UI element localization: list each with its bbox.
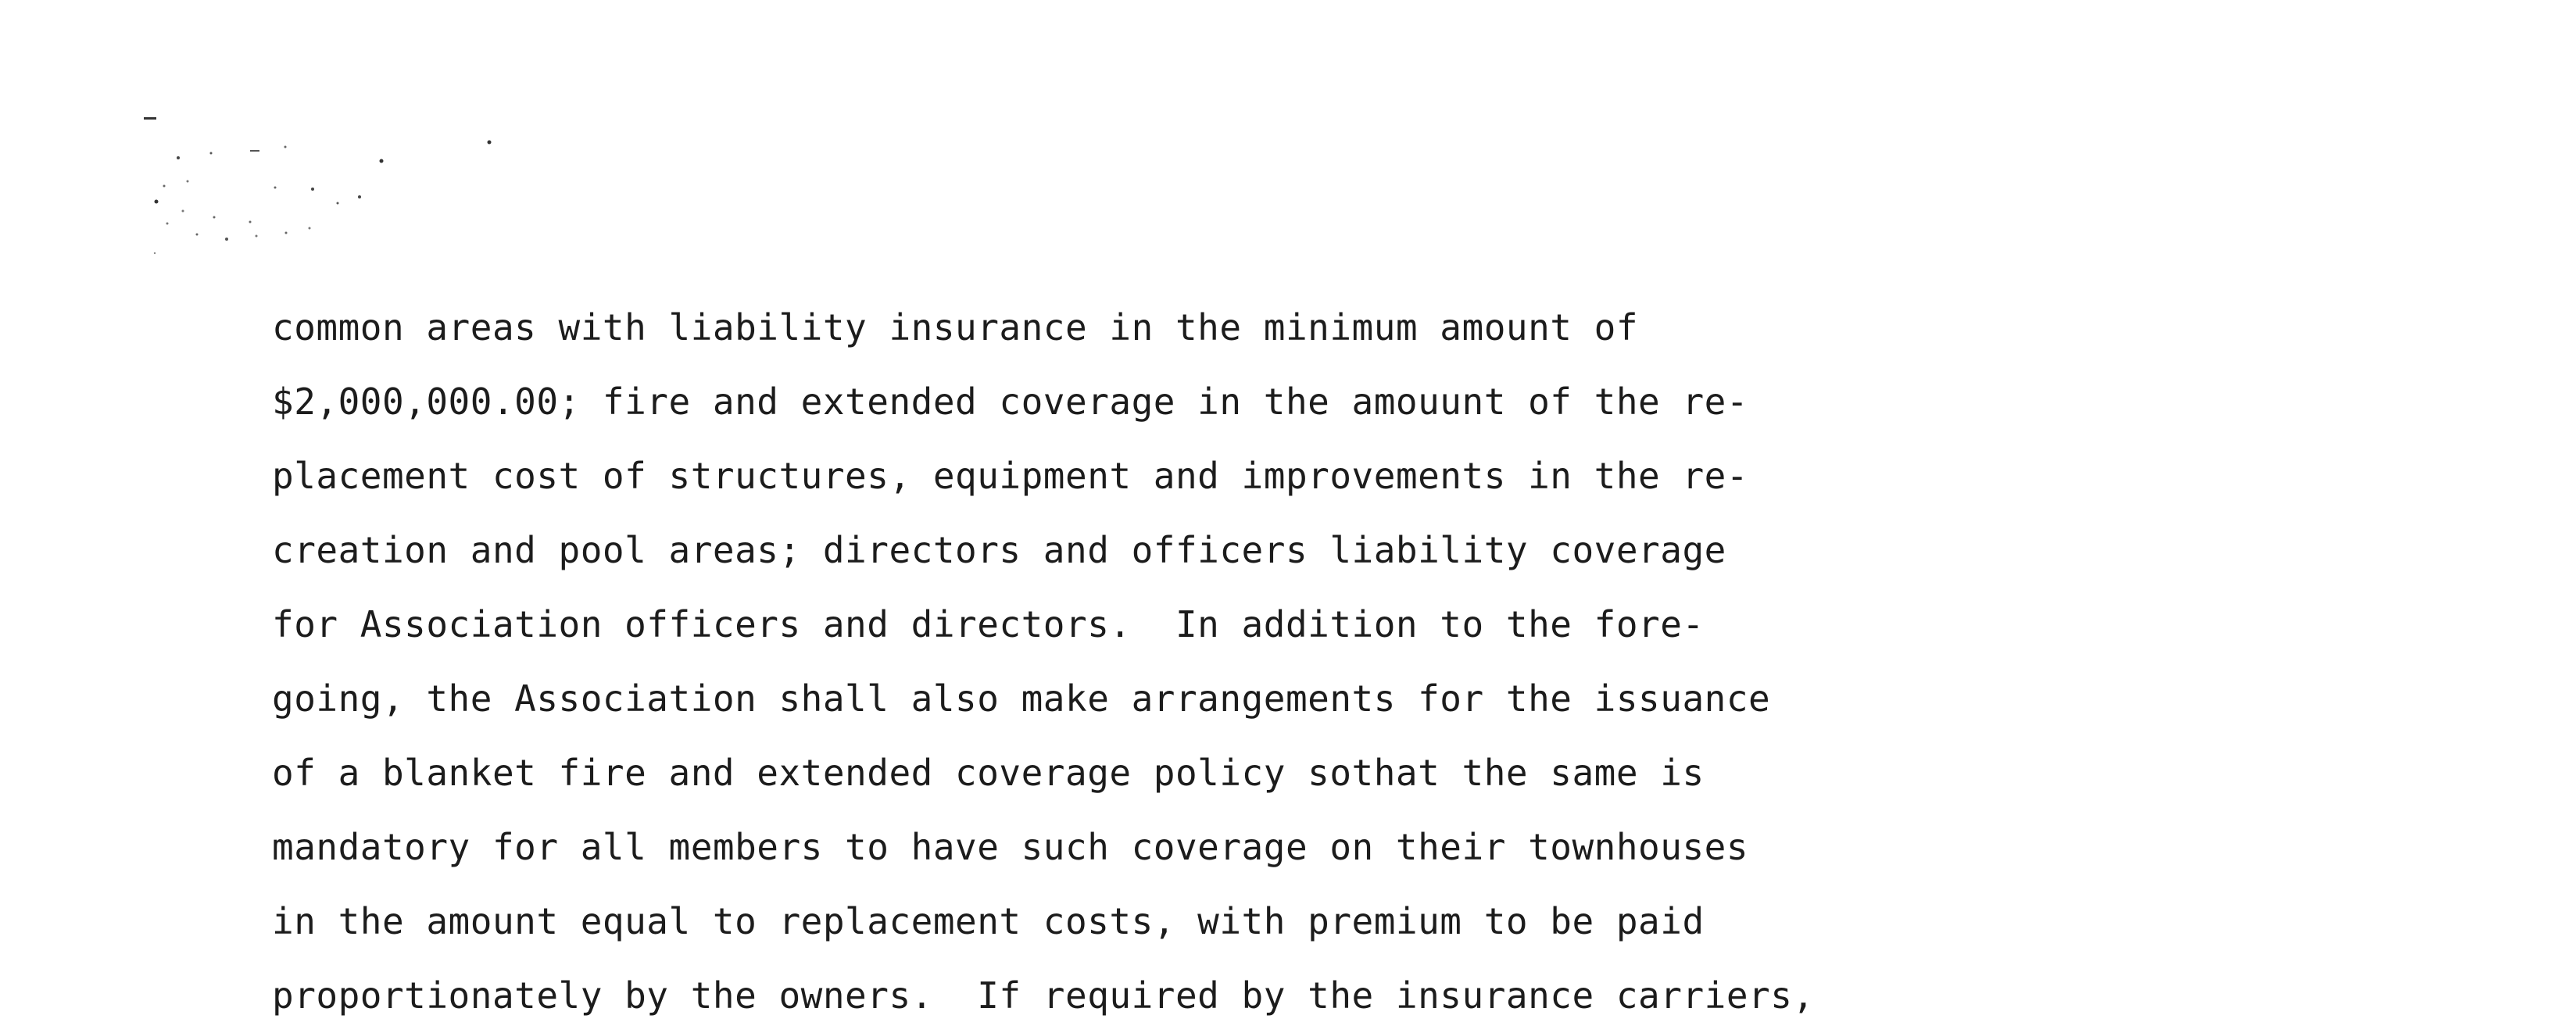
scan-noise-specks [133, 102, 571, 289]
text-line: going, the Association shall also make arrangements for the issuance [272, 677, 1771, 720]
text-line: common areas with liability insurance in the minimum amount of [272, 306, 1639, 349]
text-line: mandatory for all members to have such coverage on their townhouses [272, 826, 1749, 868]
text-line: creation and pool areas; directors and officers liability coverage [272, 529, 1726, 571]
text-line: placement cost of structures, equipment and improvements in the re- [272, 455, 1749, 497]
text-line: for Association officers and directors. In addition to the fore- [272, 603, 1705, 645]
text-line: in the amount equal to replacement costs, with premium to be paid [272, 900, 1705, 942]
text-line: of a blanket fire and extended coverage policy sothat the same is [272, 752, 1705, 794]
text-line: $2,000,000.00; fire and extended coverage in the amouunt of the re- [272, 381, 1749, 423]
text-line: proportionately by the owners. If required by the insurance carriers, [272, 974, 1815, 1017]
document-body [272, 291, 1815, 1033]
